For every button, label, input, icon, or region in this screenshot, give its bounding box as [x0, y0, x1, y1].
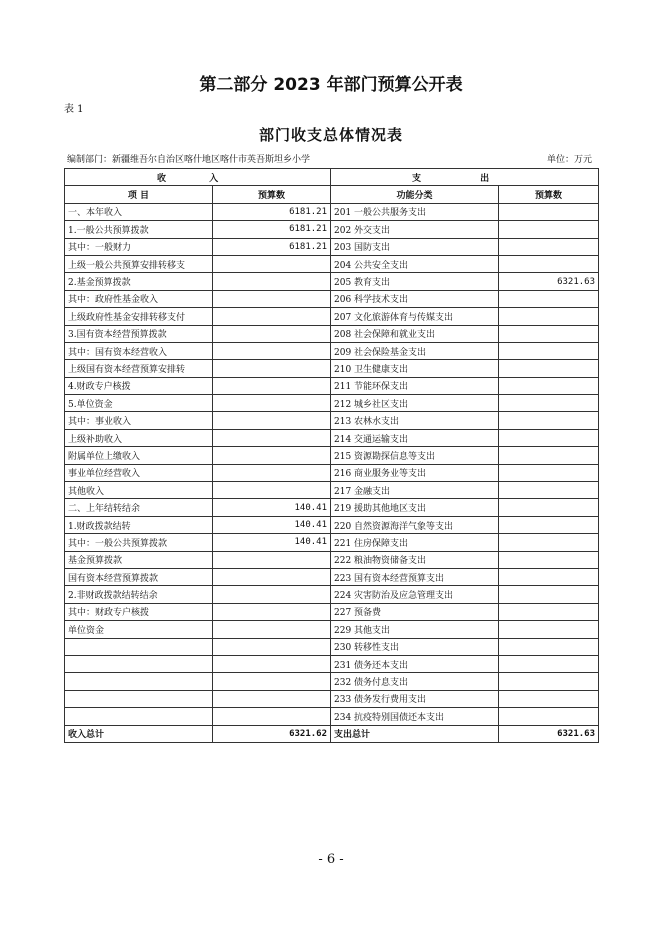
expense-amount-cell	[499, 342, 599, 359]
table-row	[65, 290, 599, 307]
income-amount-cell	[213, 308, 331, 325]
expense-item-cell: 205 教育支出	[331, 273, 499, 290]
income-amount-cell	[213, 412, 331, 429]
income-amount-cell	[213, 603, 331, 620]
expense-amount-cell	[499, 690, 599, 707]
expense-item-cell: 230 转移性支出	[331, 638, 499, 655]
income-total-value: 6321.62	[213, 725, 331, 742]
income-amount-cell	[213, 708, 331, 725]
income-item-cell: 其中：一般公共预算拨款	[65, 534, 213, 551]
expense-item-cell: 203 国防支出	[331, 238, 499, 255]
expense-budget-column-header: 预算数	[499, 186, 599, 203]
expense-item-cell: 206 科学技术支出	[331, 290, 499, 307]
table-row	[65, 412, 599, 429]
expense-total-label: 支出总计	[331, 725, 499, 742]
expense-item-cell: 204 公共安全支出	[331, 255, 499, 272]
income-item-cell: 其中：事业收入	[65, 412, 213, 429]
expense-amount-cell	[499, 255, 599, 272]
expense-amount-cell	[499, 221, 599, 238]
table-row	[65, 447, 599, 464]
income-amount-cell	[213, 360, 331, 377]
expense-amount-cell	[499, 360, 599, 377]
table-number: 表 1	[64, 104, 84, 115]
income-item-cell	[65, 638, 213, 655]
preparing-unit: 编制部门：新疆维吾尔自治区喀什地区喀什市英吾斯坦乡小学	[67, 155, 311, 165]
table-row	[65, 586, 599, 603]
income-item-cell: 5.单位资金	[65, 395, 213, 412]
meta-row	[64, 152, 596, 166]
income-amount-cell: 6181.21	[213, 238, 331, 255]
income-item-cell: 上级一般公共预算安排转移支	[65, 255, 213, 272]
expense-amount-cell	[499, 395, 599, 412]
page-header: 第二部分 2023 年部门预算公开表	[199, 75, 463, 95]
table-row	[65, 464, 599, 481]
income-item-cell: 3.国有资本经营预算拨款	[65, 325, 213, 342]
expense-item-cell: 213 农林水支出	[331, 412, 499, 429]
income-amount-cell: 6181.21	[213, 221, 331, 238]
expense-amount-cell	[499, 534, 599, 551]
income-item-cell: 二、上年结转结余	[65, 499, 213, 516]
income-item-cell	[65, 708, 213, 725]
expense-item-cell: 219 援助其他地区支出	[331, 499, 499, 516]
income-item-cell: 上级政府性基金安排转移支付	[65, 308, 213, 325]
income-amount-cell	[213, 255, 331, 272]
expense-item-cell: 202 外交支出	[331, 221, 499, 238]
table-row	[65, 325, 599, 342]
expense-amount-cell	[499, 551, 599, 568]
expense-item-cell: 234 抗疫特别国债还本支出	[331, 708, 499, 725]
expense-item-cell: 217 金融支出	[331, 482, 499, 499]
table-row	[65, 360, 599, 377]
table-row	[65, 655, 599, 672]
table-row	[65, 534, 599, 551]
income-item-cell: 1.一般公共预算拨款	[65, 221, 213, 238]
expense-header: 支 出	[331, 169, 599, 186]
table-row	[65, 273, 599, 290]
expense-amount-cell	[499, 516, 599, 533]
income-item-cell: 1.财政拨款结转	[65, 516, 213, 533]
expense-amount-cell	[499, 586, 599, 603]
table-row	[65, 342, 599, 359]
expense-item-cell: 223 国有资本经营预算支出	[331, 568, 499, 585]
expense-item-cell: 210 卫生健康支出	[331, 360, 499, 377]
expense-item-cell: 212 城乡社区支出	[331, 395, 499, 412]
expense-item-cell: 207 文化旅游体育与传媒支出	[331, 308, 499, 325]
income-item-cell: 事业单位经营收入	[65, 464, 213, 481]
header-row-group	[65, 169, 599, 186]
expense-amount-cell	[499, 708, 599, 725]
expense-amount-cell	[499, 482, 599, 499]
expense-item-cell: 233 债务发行费用支出	[331, 690, 499, 707]
income-amount-cell	[213, 342, 331, 359]
income-item-cell: 基金预算拨款	[65, 551, 213, 568]
expense-amount-cell	[499, 447, 599, 464]
income-item-cell: 2.非财政拨款结转结余	[65, 586, 213, 603]
income-amount-cell	[213, 586, 331, 603]
expense-item-cell: 215 资源勘探信息等支出	[331, 447, 499, 464]
expense-item-cell: 201 一般公共服务支出	[331, 203, 499, 220]
income-amount-cell: 140.41	[213, 534, 331, 551]
table-row	[65, 429, 599, 446]
table-row	[65, 203, 599, 220]
income-amount-cell	[213, 673, 331, 690]
income-amount-cell	[213, 621, 331, 638]
expense-item-cell: 222 粮油物资储备支出	[331, 551, 499, 568]
income-item-cell: 其中：一般财力	[65, 238, 213, 255]
expense-amount-cell	[499, 412, 599, 429]
income-item-cell: 国有资本经营预算拨款	[65, 568, 213, 585]
expense-amount-cell	[499, 638, 599, 655]
income-item-cell: 一、本年收入	[65, 203, 213, 220]
income-amount-cell: 6181.21	[213, 203, 331, 220]
income-item-cell	[65, 673, 213, 690]
table-row	[65, 238, 599, 255]
income-amount-cell	[213, 377, 331, 394]
expense-item-cell: 208 社会保障和就业支出	[331, 325, 499, 342]
income-amount-cell	[213, 568, 331, 585]
table-row	[65, 568, 599, 585]
expense-amount-cell	[499, 238, 599, 255]
income-item-cell: 2.基金预算拨款	[65, 273, 213, 290]
table-row	[65, 673, 599, 690]
income-item-cell: 上级国有资本经营预算安排转	[65, 360, 213, 377]
expense-amount-cell	[499, 325, 599, 342]
income-amount-cell	[213, 447, 331, 464]
income-amount-cell	[213, 325, 331, 342]
expense-item-cell: 216 商业服务业等支出	[331, 464, 499, 481]
income-item-cell: 上级补助收入	[65, 429, 213, 446]
table-row	[65, 395, 599, 412]
expense-amount-cell	[499, 290, 599, 307]
income-budget-column-header: 预算数	[213, 186, 331, 203]
expense-item-cell: 220 自然资源海洋气象等支出	[331, 516, 499, 533]
expense-item-cell: 231 债务还本支出	[331, 655, 499, 672]
item-column-header: 项 目	[65, 186, 213, 203]
income-item-cell: 其中：财政专户核拨	[65, 603, 213, 620]
income-header: 收 入	[65, 169, 331, 186]
income-item-cell	[65, 690, 213, 707]
income-total-label: 收入总计	[65, 725, 213, 742]
expense-amount-cell	[499, 377, 599, 394]
income-amount-cell	[213, 464, 331, 481]
function-class-column-header: 功能分类	[331, 186, 499, 203]
income-amount-cell: 140.41	[213, 516, 331, 533]
expense-item-cell: 229 其他支出	[331, 621, 499, 638]
expense-item-cell: 232 债务付息支出	[331, 673, 499, 690]
income-item-cell: 单位资金	[65, 621, 213, 638]
income-amount-cell	[213, 290, 331, 307]
expense-item-cell: 224 灾害防治及应急管理支出	[331, 586, 499, 603]
income-item-cell: 附属单位上缴收入	[65, 447, 213, 464]
expense-amount-cell	[499, 499, 599, 516]
document-title: 部门收支总体情况表	[258, 126, 403, 144]
income-amount-cell: 140.41	[213, 499, 331, 516]
budget-table	[64, 168, 599, 743]
expense-amount-cell	[499, 464, 599, 481]
table-row	[65, 638, 599, 655]
income-amount-cell	[213, 429, 331, 446]
table-row	[65, 516, 599, 533]
income-amount-cell	[213, 482, 331, 499]
income-item-cell: 其中：国有资本经营收入	[65, 342, 213, 359]
expense-amount-cell	[499, 308, 599, 325]
income-amount-cell	[213, 273, 331, 290]
income-item-cell	[65, 655, 213, 672]
table-row	[65, 255, 599, 272]
table-row	[65, 377, 599, 394]
expense-amount-cell: 6321.63	[499, 273, 599, 290]
page-number: - 6 -	[318, 852, 344, 867]
expense-amount-cell	[499, 603, 599, 620]
expense-item-cell: 214 交通运输支出	[331, 429, 499, 446]
currency-unit: 单位：万元	[546, 155, 592, 165]
expense-total-value: 6321.63	[499, 725, 599, 742]
expense-item-cell: 227 预备费	[331, 603, 499, 620]
income-amount-cell	[213, 690, 331, 707]
expense-item-cell: 211 节能环保支出	[331, 377, 499, 394]
totals-row	[65, 725, 599, 742]
table-row	[65, 603, 599, 620]
income-amount-cell	[213, 395, 331, 412]
income-item-cell: 其中：政府性基金收入	[65, 290, 213, 307]
table-row	[65, 708, 599, 725]
table-body	[65, 203, 599, 725]
table-row	[65, 308, 599, 325]
table-row	[65, 690, 599, 707]
income-item-cell: 其他收入	[65, 482, 213, 499]
expense-amount-cell	[499, 621, 599, 638]
income-amount-cell	[213, 655, 331, 672]
expense-amount-cell	[499, 673, 599, 690]
table-row	[65, 499, 599, 516]
expense-item-cell: 209 社会保险基金支出	[331, 342, 499, 359]
table-row	[65, 621, 599, 638]
table-row	[65, 551, 599, 568]
income-amount-cell	[213, 638, 331, 655]
table-row	[65, 221, 599, 238]
header-row-columns	[65, 186, 599, 203]
expense-amount-cell	[499, 203, 599, 220]
income-amount-cell	[213, 551, 331, 568]
income-item-cell: 4.财政专户核拨	[65, 377, 213, 394]
expense-amount-cell	[499, 429, 599, 446]
expense-amount-cell	[499, 655, 599, 672]
table-row	[65, 482, 599, 499]
expense-item-cell: 221 住房保障支出	[331, 534, 499, 551]
expense-amount-cell	[499, 568, 599, 585]
